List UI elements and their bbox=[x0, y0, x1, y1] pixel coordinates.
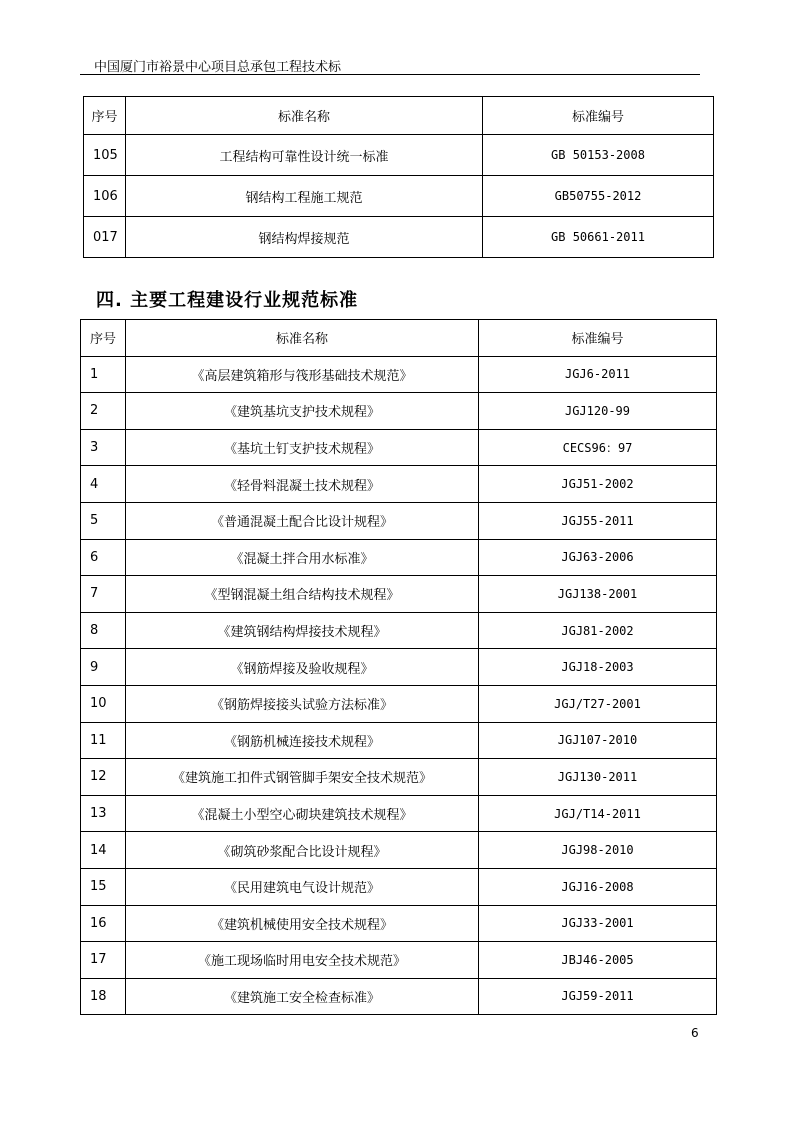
row-number: 14 bbox=[81, 832, 126, 869]
standard-name: 《建筑施工扣件式钢管脚手架安全技术规范》 bbox=[126, 759, 479, 796]
row-number: 6 bbox=[81, 539, 126, 576]
table-row bbox=[84, 176, 714, 217]
header-code: 标准编号 bbox=[479, 320, 717, 357]
row-number: 15 bbox=[81, 868, 126, 905]
section-heading: 四. 主要工程建设行业规范标准 bbox=[96, 290, 359, 311]
standard-code: JGJ107-2010 bbox=[479, 722, 717, 759]
standard-name: 《砌筑砂浆配合比设计规程》 bbox=[126, 832, 479, 869]
row-number: 105 bbox=[84, 135, 126, 176]
table-row bbox=[81, 356, 717, 393]
standard-name: 《高层建筑箱形与筏形基础技术规范》 bbox=[126, 356, 479, 393]
standard-name: 《混凝土小型空心砌块建筑技术规程》 bbox=[126, 795, 479, 832]
row-number: 1 bbox=[81, 356, 126, 393]
row-number: 2 bbox=[81, 393, 126, 430]
standard-code: JGJ81-2002 bbox=[479, 612, 717, 649]
row-number: 9 bbox=[81, 649, 126, 686]
standard-code: JGJ138-2001 bbox=[479, 576, 717, 613]
header-name: 标准名称 bbox=[126, 320, 479, 357]
table-row bbox=[81, 868, 717, 905]
standard-code: JGJ6-2011 bbox=[479, 356, 717, 393]
row-number: 10 bbox=[81, 685, 126, 722]
standard-code: JGJ16-2008 bbox=[479, 868, 717, 905]
table-row bbox=[81, 905, 717, 942]
standard-name: 工程结构可靠性设计统一标准 bbox=[126, 135, 483, 176]
row-number: 12 bbox=[81, 759, 126, 796]
table-header-row bbox=[81, 320, 717, 357]
standard-name: 钢结构工程施工规范 bbox=[126, 176, 483, 217]
standard-name: 《建筑基坑支护技术规程》 bbox=[126, 393, 479, 430]
row-number: 4 bbox=[81, 466, 126, 503]
header-number: 序号 bbox=[81, 320, 126, 357]
table-row bbox=[81, 649, 717, 686]
standard-name: 《施工现场临时用电安全技术规范》 bbox=[126, 942, 479, 979]
row-number: 16 bbox=[81, 905, 126, 942]
row-number: 7 bbox=[81, 576, 126, 613]
table-row bbox=[81, 429, 717, 466]
row-number: 017 bbox=[84, 217, 126, 258]
table-row bbox=[81, 393, 717, 430]
page-number: 6 bbox=[691, 1026, 699, 1040]
table-row bbox=[81, 722, 717, 759]
table-row bbox=[81, 795, 717, 832]
standard-name: 《轻骨料混凝土技术规程》 bbox=[126, 466, 479, 503]
standard-code: JBJ46-2005 bbox=[479, 942, 717, 979]
standard-code: JGJ59-2011 bbox=[479, 978, 717, 1015]
row-number: 3 bbox=[81, 429, 126, 466]
table-row bbox=[81, 978, 717, 1015]
header-code: 标准编号 bbox=[483, 97, 714, 135]
header-name: 标准名称 bbox=[126, 97, 483, 135]
row-number: 5 bbox=[81, 502, 126, 539]
row-number: 8 bbox=[81, 612, 126, 649]
standard-name: 《建筑施工安全检查标准》 bbox=[126, 978, 479, 1015]
row-number: 11 bbox=[81, 722, 126, 759]
standard-code: GB 50153-2008 bbox=[483, 135, 714, 176]
standard-code: JGJ51-2002 bbox=[479, 466, 717, 503]
standard-name: 《建筑钢结构焊接技术规程》 bbox=[126, 612, 479, 649]
standard-code: JGJ33-2001 bbox=[479, 905, 717, 942]
standard-name: 《建筑机械使用安全技术规程》 bbox=[126, 905, 479, 942]
standard-name: 《民用建筑电气设计规范》 bbox=[126, 868, 479, 905]
table-row bbox=[81, 612, 717, 649]
standard-code: CECS96：97 bbox=[479, 429, 717, 466]
header-number: 序号 bbox=[84, 97, 126, 135]
standard-code: JGJ63-2006 bbox=[479, 539, 717, 576]
table-row bbox=[81, 759, 717, 796]
standard-code: JGJ/T27-2001 bbox=[479, 685, 717, 722]
table-row bbox=[81, 576, 717, 613]
table-row bbox=[84, 217, 714, 258]
standard-name: 《钢筋焊接及验收规程》 bbox=[126, 649, 479, 686]
standard-name: 《钢筋机械连接技术规程》 bbox=[126, 722, 479, 759]
row-number: 106 bbox=[84, 176, 126, 217]
standard-name: 《基坑土钉支护技术规程》 bbox=[126, 429, 479, 466]
standard-name: 《普通混凝土配合比设计规程》 bbox=[126, 502, 479, 539]
standard-code: JGJ18-2003 bbox=[479, 649, 717, 686]
standard-code: JGJ/T14-2011 bbox=[479, 795, 717, 832]
industry-standards-table bbox=[80, 319, 717, 1015]
standard-name: 《混凝土拌合用水标准》 bbox=[126, 539, 479, 576]
standard-code: JGJ98-2010 bbox=[479, 832, 717, 869]
table-row bbox=[81, 502, 717, 539]
standard-code: JGJ55-2011 bbox=[479, 502, 717, 539]
table-row bbox=[81, 832, 717, 869]
standard-code: GB 50661-2011 bbox=[483, 217, 714, 258]
table-row bbox=[81, 466, 717, 503]
table-header-row bbox=[84, 97, 714, 135]
table-row bbox=[81, 685, 717, 722]
table-row bbox=[81, 942, 717, 979]
row-number: 18 bbox=[81, 978, 126, 1015]
standard-name: 钢结构焊接规范 bbox=[126, 217, 483, 258]
row-number: 17 bbox=[81, 942, 126, 979]
standard-code: GB50755-2012 bbox=[483, 176, 714, 217]
row-number: 13 bbox=[81, 795, 126, 832]
standard-name: 《钢筋焊接接头试验方法标准》 bbox=[126, 685, 479, 722]
table-row bbox=[81, 539, 717, 576]
standard-code: JGJ130-2011 bbox=[479, 759, 717, 796]
header-rule bbox=[80, 74, 700, 75]
standards-table-continued bbox=[83, 96, 714, 258]
page-header-title: 中国厦门市裕景中心项目总承包工程技术标 bbox=[94, 60, 342, 75]
standard-name: 《型钢混凝土组合结构技术规程》 bbox=[126, 576, 479, 613]
standard-code: JGJ120-99 bbox=[479, 393, 717, 430]
table-row bbox=[84, 135, 714, 176]
